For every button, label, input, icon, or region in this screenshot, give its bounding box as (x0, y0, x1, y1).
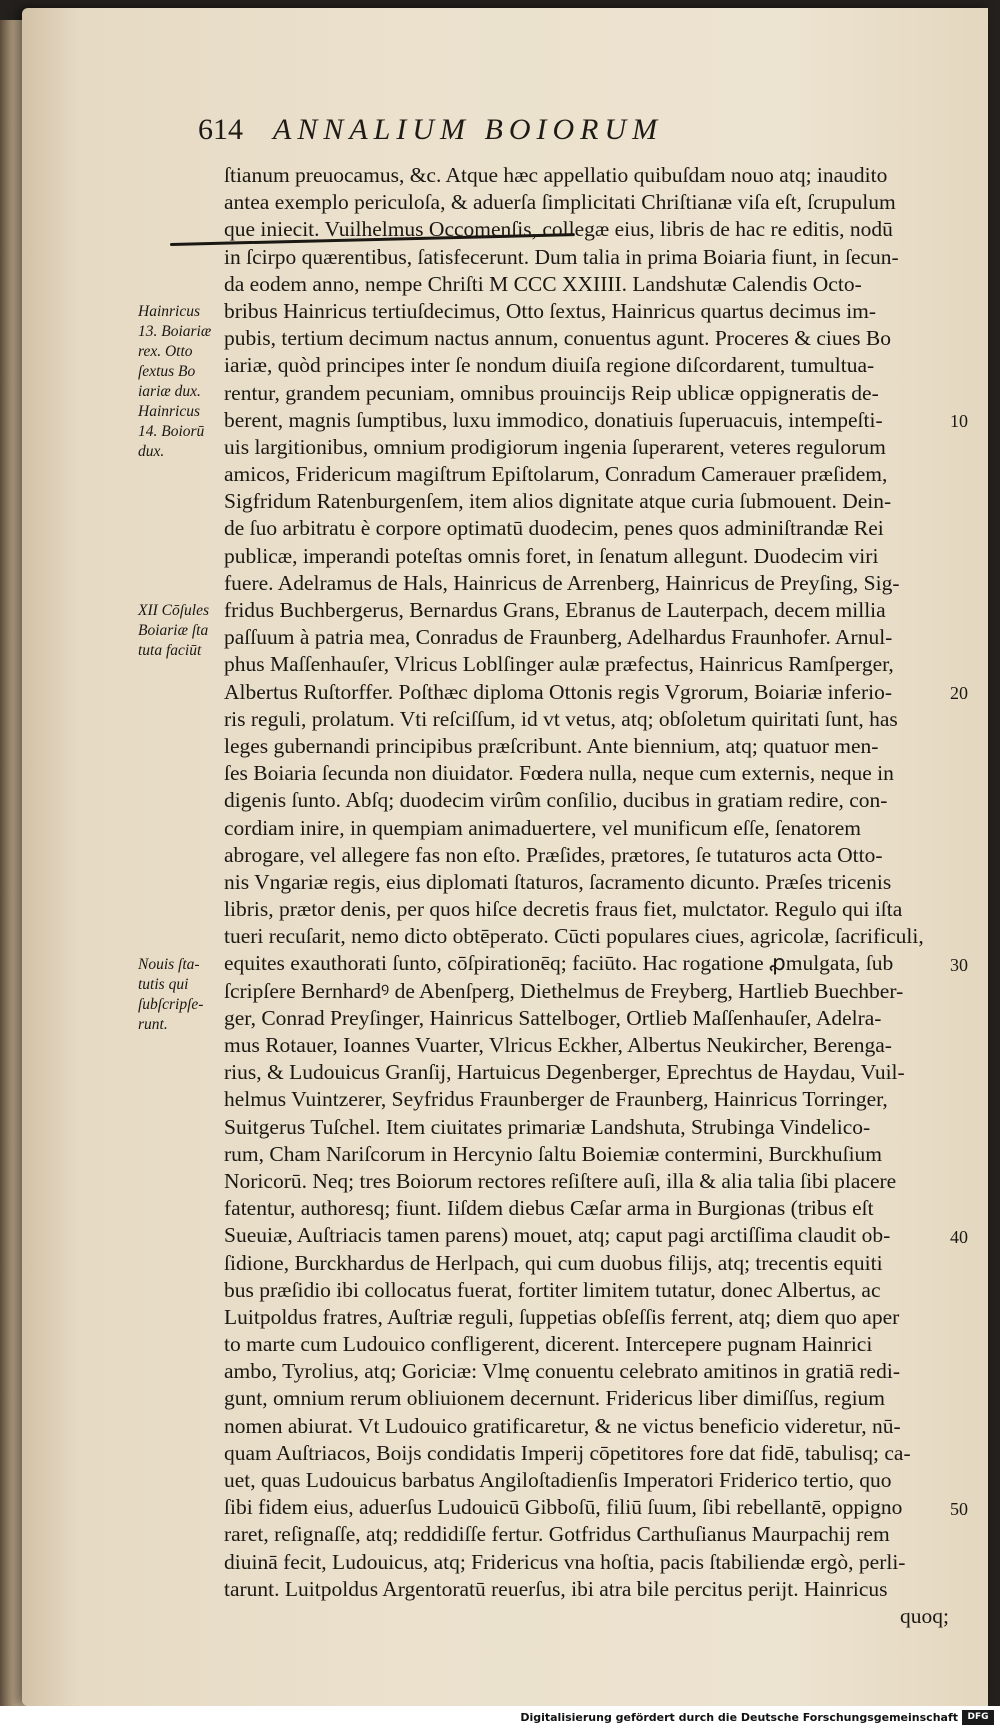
text-line: amicos, Fridericum magiſtrum Epiſtolarum, Conradum Camerauer præſidem, (224, 462, 888, 487)
running-title: ANNALIUM BOIORUM (273, 113, 664, 146)
line-number: 30 (950, 954, 968, 975)
text-line: bribus Hainricus tertiuſdecimus, Otto ſextus, Hainricus quartus decimus im- (224, 298, 877, 323)
text-line: quoq; (900, 1603, 949, 1628)
text-line: diuinā fecit, Ludouicus, atq; Fridericus vna hoſtia, pacis ſtabiliendæ ergò, perli- (224, 1549, 906, 1574)
text-line: ris reguli, prolatum. Vti reſciſſum, id vt vetus, atq; obſoletum quiritati ſunt, has (224, 706, 898, 731)
margin-note (138, 955, 222, 1035)
text-line: equites exauthorati ſunto, cōſpirationēq; faciūto. Hac rogatione ꝓmulgata, ſub (224, 951, 894, 976)
text-line: phus Maſſenhauſer, Vlricus Loblſinger aulæ præfectus, Hainricus Ramſperger, (224, 652, 894, 677)
text-line: ſtianum preuocamus, &c. Atque hæc appellatio quibuſdam nouo atq; inaudito (224, 163, 888, 187)
page-number: 614 (198, 113, 243, 146)
text-line: rius, & Ludouicus Granſij, Hartuicus Degenberger, Eprechtus de Haydau, Vuil- (224, 1060, 905, 1085)
funding-notice: Digitalisierung gefördert durch die Deutsche Forschungsgemeinschaft (520, 1711, 958, 1724)
running-head (198, 113, 958, 153)
text-line: Noricorū. Neq; tres Boiorum rectores reſiſtere auſi, illa & alia talia ſibi placere (224, 1168, 897, 1193)
footer-bar (0, 1706, 1000, 1730)
text-line: ſidione, Burckhardus de Herlpach, qui cum duobus filijs, atq; trecentis equiti (224, 1250, 883, 1275)
margin-note-line: tutis qui (138, 975, 189, 993)
text-line: cordiam inire, in quempiam animaduertere, vel munificum eſſe, ſenatorem (224, 815, 862, 840)
text-line: antea exemplo periculoſa, & aduerſa ſimplicitati Chriſtianæ viſa eſt, ſcrupulum (224, 190, 896, 215)
text-line: nis Vngariæ regis, eius diplomati ſtaturos, ſacramento dicunto. Præſes tricenis (224, 869, 892, 894)
margin-note-line: iariæ dux. (138, 383, 201, 400)
text-line: libris, prætor denis, per quos hiſce decretis fraus fiet, mulctator. Regulo qui iſta (224, 897, 903, 922)
margin-note-line: ſubſcripſe- (138, 995, 204, 1013)
text-line: mus Rotauer, Ioannes Vuarter, Vlricus Eckher, Albertus Neukircher, Berenga- (224, 1033, 892, 1057)
text-line: Sigfridum Ratenburgenſem, item alios dignitate atque curia ſubmouent. Dein- (224, 489, 892, 514)
text-line: ſes Boiaria ſecunda non diuidator. Fœdera nulla, neque cum externis, neque in (224, 761, 894, 786)
text-line: Sueuiæ, Auſtriacis tamen parens) mouet, atq; caput pagi arctiſſima claudit ob- (224, 1223, 891, 1248)
margin-note-line: Boiariæ ſta (138, 622, 209, 640)
text-line: publicæ, imperandi poteſtas omnis foret, in ſenatum allegunt. Duodecim viri (224, 543, 879, 568)
text-line: to marte cum Ludouico confligerent, dicerent. Intercepere pugnam Hainrici (224, 1332, 873, 1357)
text-line: de ſuo arbitratu è corpore optimatū duodecim, penes quos adminiſtrandæ Rei (224, 516, 884, 541)
text-line: ambo, Tyrolius, atq; Goriciæ: Vlmę conuentu celebrato amitinos in gratiā redi- (224, 1359, 900, 1384)
margin-note-line: XII Cōſules (138, 602, 210, 620)
text-line: uet, quas Ludouicus barbatus Angiloſtadienſis Imperatori Friderico tertio, quo (224, 1468, 892, 1492)
text-line: fridus Buchbergerus, Bernardus Grans, Ebranus de Lauterpach, decem millia (224, 598, 886, 622)
text-line: bus præſidio ibi collocatus fuerat, fortiter limitem tutatur, donec Albertus, ac (224, 1277, 881, 1302)
text-line: Suitgerus Tuſchel. Item ciuitates primariæ Landshuta, Strubinga Vindelico- (224, 1114, 871, 1139)
margin-note-line: dux. (138, 443, 165, 460)
margin-note (138, 302, 222, 462)
text-line: digenis ſunto. Abſq; duodecim virûm conſilio, ducibus in gratiam redire, con- (224, 788, 888, 813)
text-line: iariæ, quòd principes inter ſe nondum diuiſa regione diſcordarent, tumultua- (224, 353, 875, 378)
text-line: ſibi fidem eius, aduerſus Ludouicū Gibboſū, filiū ſuum, ſibi rebellantē, oppigno (224, 1495, 903, 1520)
text-line: nomen abiurat. Vt Ludouico gratificaretur, & ne victus beneficio videretur, nū- (224, 1413, 901, 1438)
text-line: leges gubernandi principibus præſcribunt. Ante biennium, atq; quatuor men- (224, 733, 879, 758)
text-line: Luitpoldus fratres, Auſtriæ reguli, ſuppetias obſeſſis ferrent, atq; diem quo aper (224, 1304, 900, 1329)
text-line: quam Auſtriacos, Boijs condidatis Imperij cōpetitores fore dat fidē, tabulisq; ca- (224, 1440, 911, 1465)
text-line: Albertus Ruſtorffer. Poſthæc diploma Ottonis regis Vgrorum, Boiariæ inferio- (224, 679, 893, 704)
line-number: 50 (950, 1498, 968, 1519)
main-text-block (224, 162, 949, 1630)
line-number: 20 (950, 682, 968, 703)
text-line: fatentur, authoresq; fiunt. Iiſdem diebus Cæſar arma in Burgionas (tribus eſt (224, 1196, 874, 1221)
text-line: berent, magnis ſumptibus, luxu immodico, donatiuis ſuperuacuis, intempeſti- (224, 407, 883, 432)
text-line: abrogare, vel allegere fas non eſto. Præſides, prætores, ſe tutaturos acta Otto- (224, 842, 883, 867)
margin-note-line: Hainricus (138, 303, 200, 320)
text-line: fuere. Adelramus de Hals, Hainricus de Arrenberg, Hainricus de Preyſing, Sig- (224, 570, 900, 595)
text-line: rum, Cham Nariſcorum in Hercynio ſaltu Boiemiæ contermini, Burckhuſium (224, 1141, 883, 1166)
margin-note-line: ſextus Bo (138, 363, 196, 380)
line-number: 10 (950, 410, 968, 431)
text-line: uis largitionibus, omnium prodigiorum ingenia ſuperarent, veteres regulorum (224, 434, 886, 459)
text-line: in ſcirpo quærentibus, ſatisfecerunt. Dum talia in prima Boiaria fiunt, in ſecun- (224, 244, 899, 269)
text-line: tarunt. Luitpoldus Argentoratū reuerſus, ibi atra bile percitus perijt. Hainricus (224, 1576, 888, 1601)
text-line: tueri recuſarit, nemo dicto obtēperato. Cūcti populares ciues, agricolæ, ſacrificuli, (224, 924, 924, 949)
margin-note-line: runt. (138, 1015, 168, 1033)
text-line: pubis, tertium decimum nactus annum, conuentus agunt. Proceres & ciues Bo (224, 326, 891, 351)
margin-note-line: 14. Boiorū (138, 423, 205, 440)
text-line: ſcripſere Bernhardꝰ de Abenſperg, Diethelmus de Freyberg, Hartlieb Buechber- (224, 978, 904, 1003)
margin-note-line: Hainricus (138, 403, 200, 420)
text-line: helmus Vuintzerer, Seyfridus Fraunberger de Fraunberg, Hainricus Torringer, (224, 1087, 888, 1112)
text-line: da eodem anno, nempe Chriſti M CCC XXIIII. Landshutæ Calendis Octo- (224, 271, 862, 296)
text-line: raret, reſignaſſe, atq; reddidiſſe fertur. Gotfridus Carthuſianus Maurpachij rem (224, 1522, 890, 1547)
line-number: 40 (950, 1226, 968, 1247)
text-line: rentur, grandem pecuniam, omnibus prouincijs Reip ublicæ oppigneratis de- (224, 380, 879, 405)
dfg-logo: DFG (962, 1710, 994, 1725)
margin-note-line: tuta faciūt (138, 642, 202, 660)
text-line: gunt, omnium rerum obliuionem decernunt. Fridericus liber dimiſſus, regium (224, 1386, 886, 1411)
margin-note-line: 13. Boiariæ (138, 323, 212, 340)
margin-note-line: rex. Otto (138, 343, 193, 360)
text-line: que iniecit. Vuilhelmus Occomenſis, collegæ eius, libris de hac re editis, nodū (224, 217, 893, 242)
text-line: paſſuum à patria mea, Conradus de Fraunberg, Adelhardus Fraunhofer. Arnul- (224, 625, 893, 650)
margin-note (138, 601, 222, 661)
margin-note-line: Nouis ſta- (138, 955, 200, 973)
text-line: ger, Conrad Preyſinger, Hainricus Sattelboger, Ortlieb Maſſenhauſer, Adelra- (224, 1005, 882, 1030)
